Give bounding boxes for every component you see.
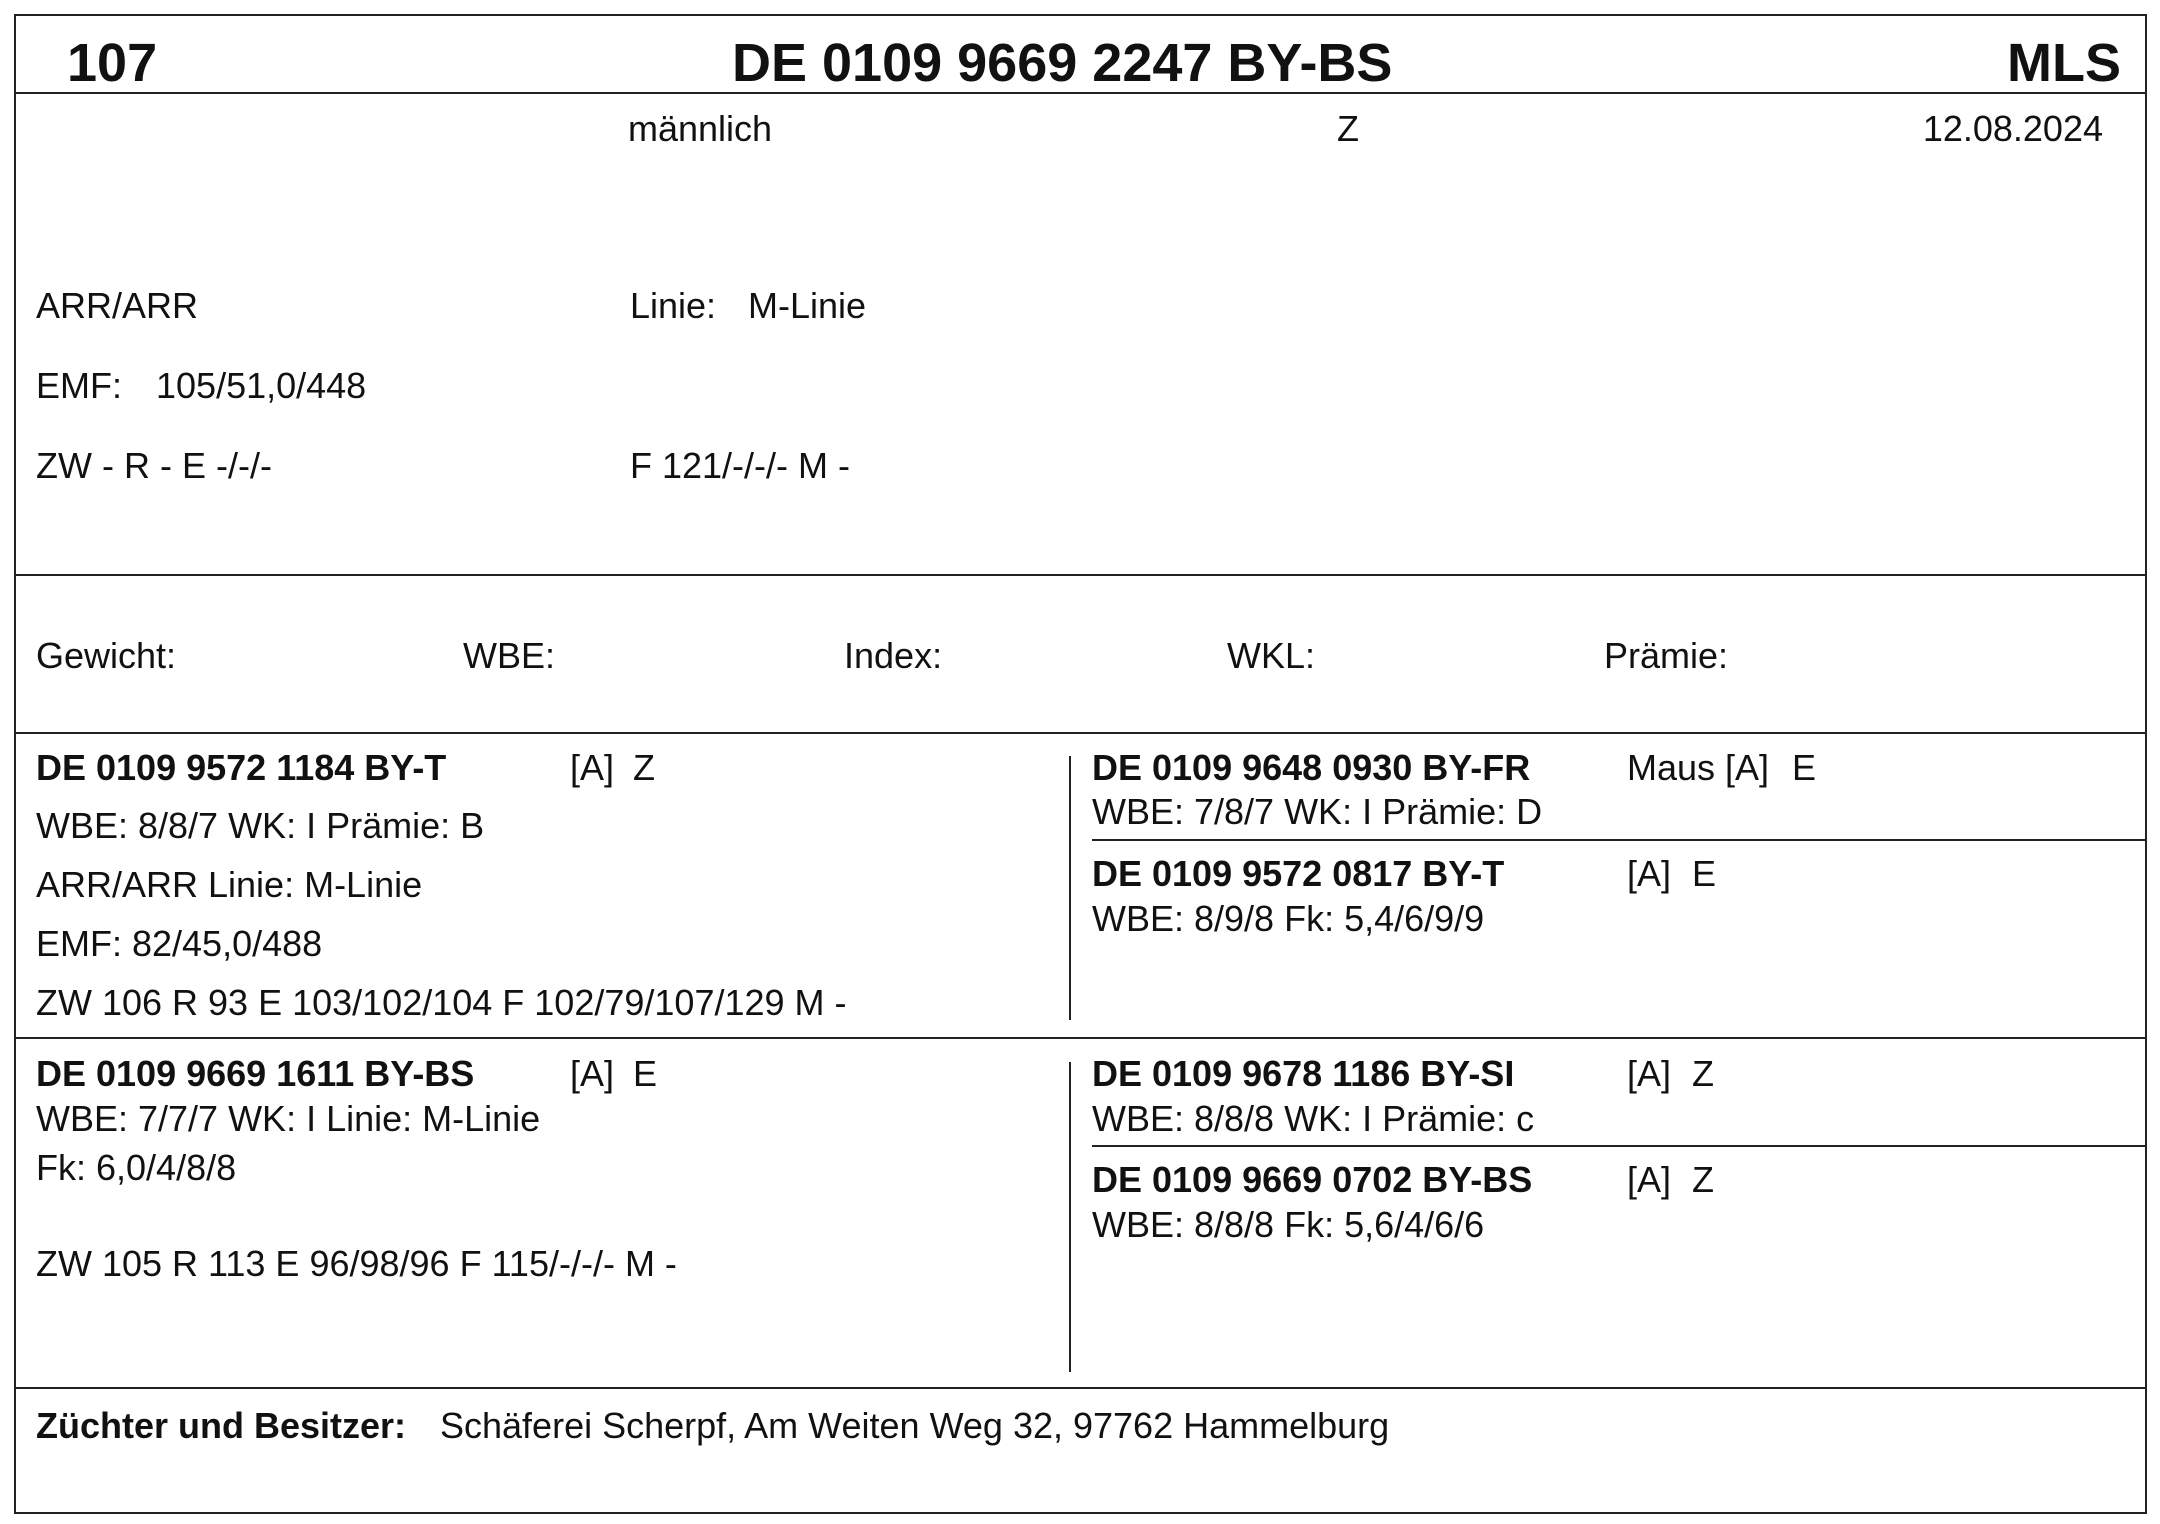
sire-sire-wbe: WBE: 7/8/7 WK: I Prämie: D	[1092, 791, 1543, 832]
dam-sire-tag: [A]	[1627, 1053, 1672, 1094]
header-divider	[16, 92, 2145, 94]
dam-sire-id: DE 0109 9678 1186 BY-SI	[1092, 1053, 1515, 1094]
dam-dam-wbe: WBE: 8/8/8 Fk: 5,6/4/6/6	[1092, 1204, 1485, 1245]
sire-emf: EMF: 82/45,0/488	[36, 923, 323, 964]
wbe-label: WBE:	[463, 635, 556, 676]
f-line: F 121/-/-/- M -	[630, 445, 851, 486]
breeder-label: Züchter und Besitzer:	[36, 1405, 407, 1446]
sire-sire-id: DE 0109 9648 0930 BY-FR	[1092, 747, 1531, 788]
sire-wbe: WBE: 8/8/7 WK: I Prämie: B	[36, 805, 485, 846]
info-divider	[16, 574, 2145, 576]
dam-sire-wbe: WBE: 8/8/8 WK: I Prämie: c	[1092, 1098, 1535, 1139]
dam-mark: E	[633, 1053, 658, 1094]
mark-value: Z	[1337, 108, 1359, 149]
sire-dam-id: DE 0109 9572 0817 BY-T	[1092, 853, 1505, 894]
breeder-value: Schäferei Scherpf, Am Weiten Weg 32, 97762 Hammelburg	[440, 1405, 1390, 1446]
sire-genotype: ARR/ARR Linie: M-Linie	[36, 864, 423, 905]
sire-parents-divider	[1092, 839, 2145, 841]
zw-line: ZW - R - E -/-/-	[36, 445, 272, 486]
gewicht-label: Gewicht:	[36, 635, 177, 676]
sire-column-divider	[1069, 756, 1071, 1020]
dam-sire-mark: Z	[1692, 1053, 1714, 1094]
sire-dam-wbe: WBE: 8/9/8 Fk: 5,4/6/9/9	[1092, 898, 1485, 939]
dam-zw: ZW 105 R 113 E 96/98/96 F 115/-/-/- M -	[36, 1243, 677, 1284]
dam-dam-mark: Z	[1692, 1159, 1714, 1200]
metrics-divider	[16, 732, 2145, 734]
genotype: ARR/ARR	[36, 285, 199, 326]
birth-date: 12.08.2024	[1922, 108, 2103, 149]
dam-parents-divider	[1092, 1145, 2145, 1147]
pedigree-card	[14, 14, 2147, 1514]
breed-code: MLS	[2007, 33, 2121, 93]
sire-mark: Z	[633, 747, 655, 788]
dam-fk: Fk: 6,0/4/8/8	[36, 1147, 237, 1188]
dam-wbe: WBE: 7/7/7 WK: I Linie: M-Linie	[36, 1098, 541, 1139]
praemie-label: Prämie:	[1604, 635, 1729, 676]
sire-dam-tag: [A]	[1627, 853, 1672, 894]
sire-tag: [A]	[570, 747, 615, 788]
sex-value: männlich	[628, 108, 773, 149]
catalog-number: 107	[67, 33, 158, 93]
animal-id: DE 0109 9669 2247 BY-BS	[732, 33, 1393, 93]
dam-column-divider	[1069, 1062, 1071, 1372]
sire-sire-tag: Maus [A]	[1627, 747, 1770, 788]
sire-sire-mark: E	[1792, 747, 1817, 788]
linie-value: M-Linie	[748, 285, 867, 326]
index-label: Index:	[844, 635, 943, 676]
emf-value: 105/51,0/448	[156, 365, 367, 406]
dam-tag: [A]	[570, 1053, 615, 1094]
sire-zw: ZW 106 R 93 E 103/102/104 F 102/79/107/129 M -	[36, 982, 847, 1023]
sire-block-divider	[16, 1037, 2145, 1039]
dam-block-divider	[16, 1387, 2145, 1389]
emf-label: EMF:	[36, 365, 122, 406]
linie-label: Linie:	[630, 285, 717, 326]
sire-dam-mark: E	[1692, 853, 1717, 894]
dam-dam-id: DE 0109 9669 0702 BY-BS	[1092, 1159, 1533, 1200]
sire-id: DE 0109 9572 1184 BY-T	[36, 747, 447, 788]
wkl-label: WKL:	[1227, 635, 1316, 676]
dam-id: DE 0109 9669 1611 BY-BS	[36, 1053, 475, 1094]
dam-dam-tag: [A]	[1627, 1159, 1672, 1200]
